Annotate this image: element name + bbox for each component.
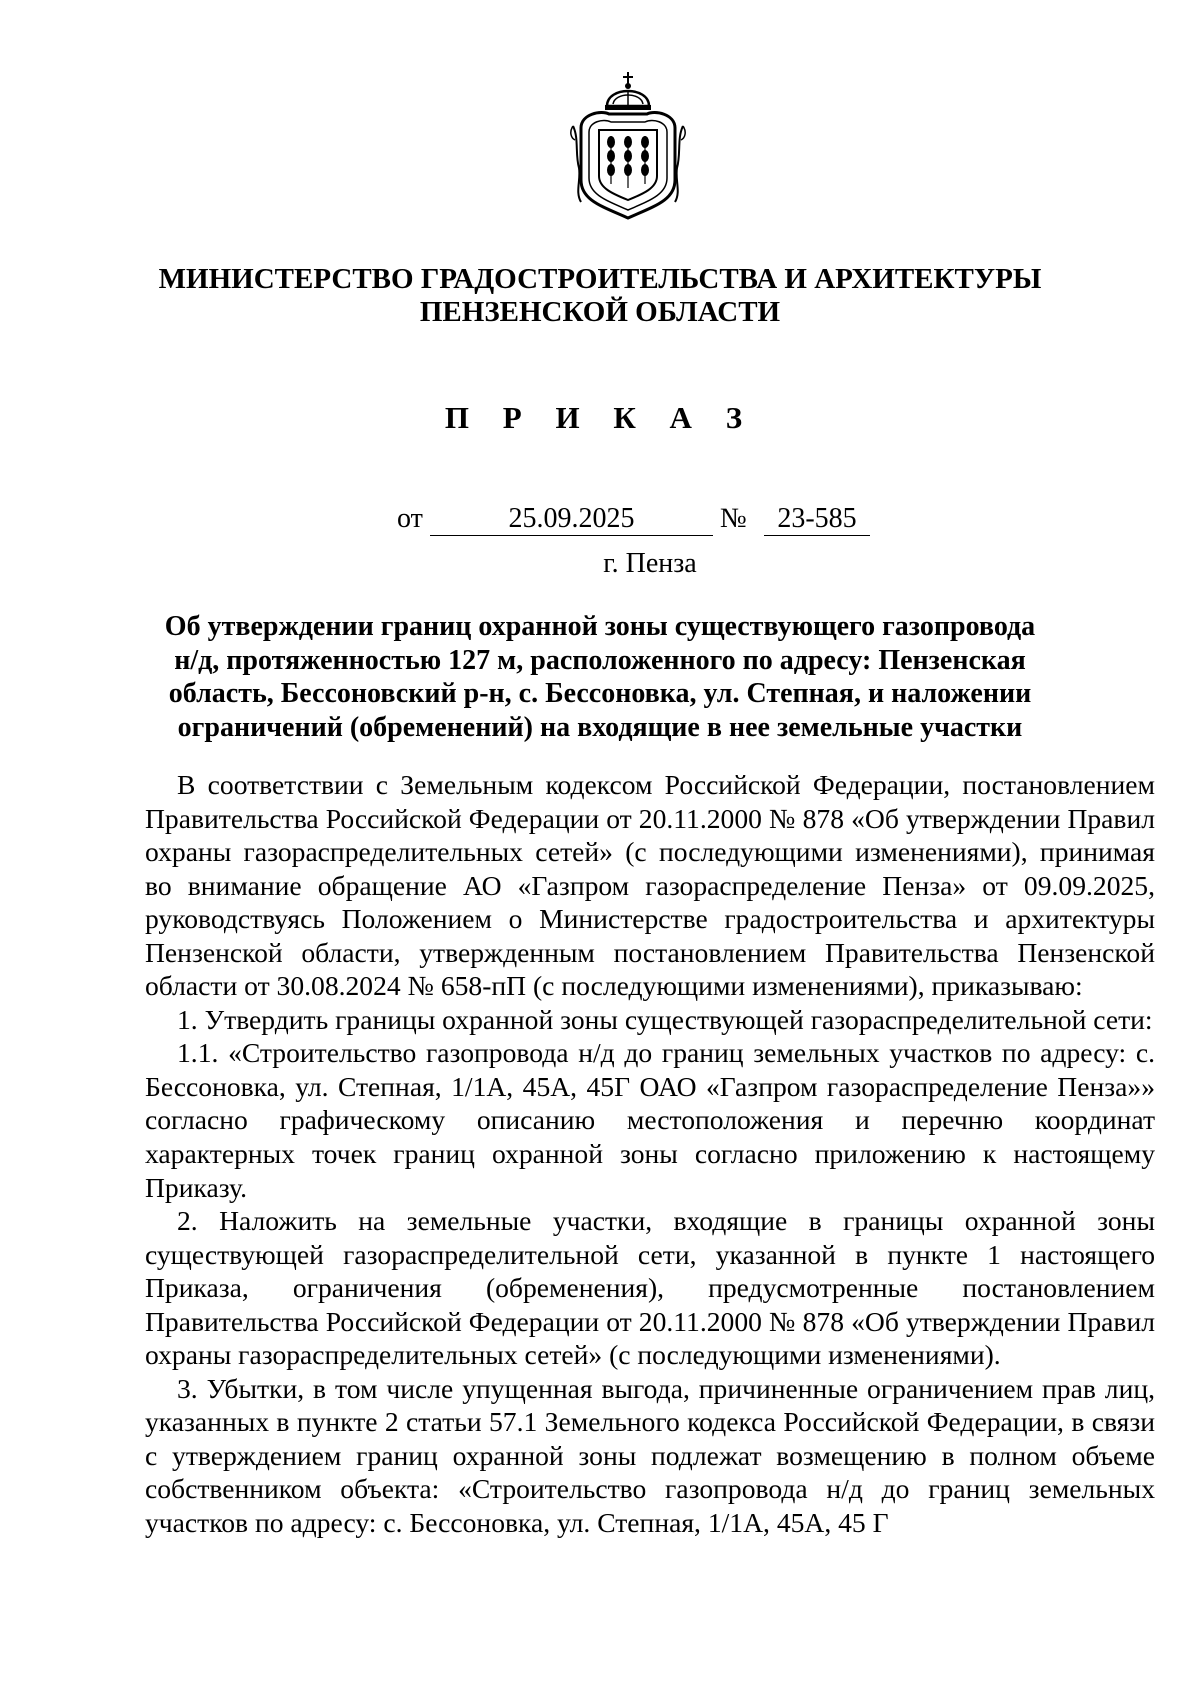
body-paragraph-preamble: В соответствии с Земельным кодексом Российской Федерации, постановлением Правительства Российской Федерации от 20.11.2000 № 878 «Об утверждении Правил охраны газораспределительных сетей» (с последующими изменениями), принимая во внимание обращение АО «Газпром газораспределение Пенза» от 09.09.2025, руководствуясь Положением о Министерстве градостроительства и архитектуры Пензенской области, утвержденным постановлением Правительства Пензенской области от 30.08.2024 № 658-пП (с последующими изменениями), приказываю: <box>145 769 1155 1002</box>
date-prefix: от <box>397 503 423 534</box>
document-subject: Об утверждении границ охранной зоны существующего газопровода н/д, протяженностью 127 м, расположенного по адресу: Пензенская область, Бессоновский р-н, с. Бессоновка, ул. Степная, и наложении ограничений (обременений) на входящие в нее земельные участки <box>164 611 1036 744</box>
number-prefix: № <box>720 503 747 534</box>
coat-of-arms-icon <box>567 68 689 226</box>
ministry-name-line1: МИНИСТЕРСТВО ГРАДОСТРОИТЕЛЬСТВА И АРХИТЕКТУРЫ <box>158 263 1042 295</box>
document-type-title: П Р И К А З <box>444 400 756 435</box>
document-body <box>145 768 1155 1540</box>
document-number: 23-585 <box>764 503 870 536</box>
document-city: г. Пенза <box>603 548 697 579</box>
body-paragraph-item-1: 1. Утвердить границы охранной зоны существующей газораспределительной сети: <box>177 1003 1153 1035</box>
ministry-name-line2: ПЕНЗЕНСКОЙ ОБЛАСТИ <box>419 296 781 328</box>
body-paragraph-item-1-1: 1.1. «Строительство газопровода н/д до границ земельных участков по адресу: с. Бессоновка, ул. Степная, 1/1А, 45А, 45Г ОАО «Газпром газораспределение Пенза»» согласно графическому описанию местоположения и перечню координат характерных точек границ охранной зоны согласно приложению к настоящему Приказу. <box>145 1037 1155 1203</box>
document-date: 25.09.2025 <box>430 503 713 536</box>
body-paragraph-item-2: 2. Наложить на земельные участки, входящие в границы охранной зоны существующей газораспределительной сети, указанной в пункте 1 настоящего Приказа, ограничения (обременения), предусмотренные постановлением Правительства Российской Федерации от 20.11.2000 № 878 «Об утверждении Правил охраны газораспределительных сетей» (с последующими изменениями). <box>145 1205 1155 1371</box>
body-paragraph-item-3: 3. Убытки, в том числе упущенная выгода, причиненные ограничением прав лиц, указанных в пункте 2 статьи 57.1 Земельного кодекса Российской Федерации, в связи с утверждением границ охранной зоны подлежат возмещению в полном объеме собственником объекта: «Строительство газопровода н/д до границ земельных участков по адресу: с. Бессоновка, ул. Степная, 1/1А, 45А, 45 Г <box>145 1372 1155 1539</box>
